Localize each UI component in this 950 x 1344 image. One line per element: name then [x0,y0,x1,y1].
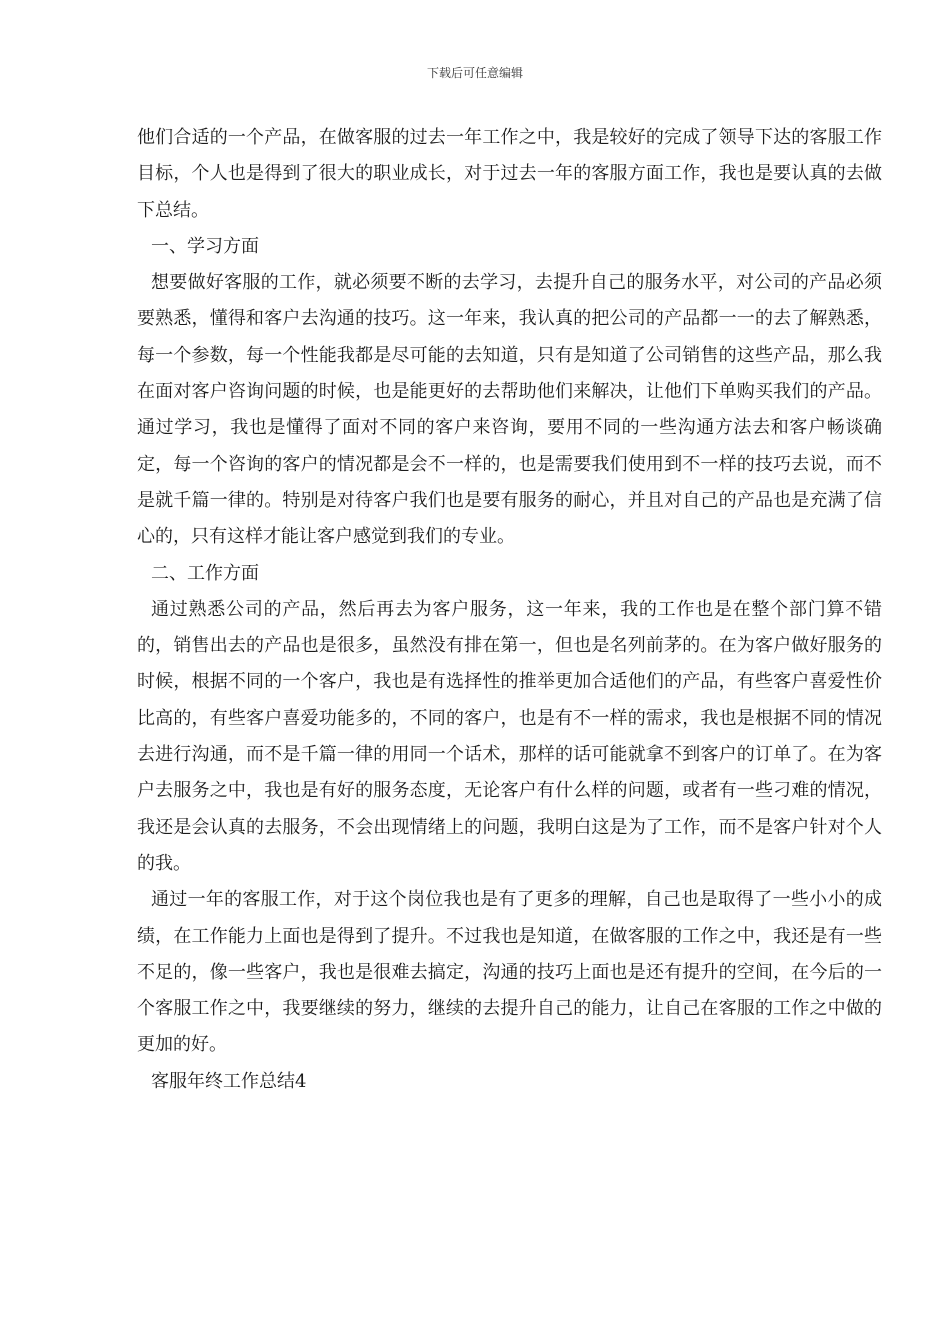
paragraph-study: 想要做好客服的工作，就必须要不断的去学习，去提升自己的服务水平，对公司的产品必须要熟悉，懂得和客户去沟通的技巧。这一年来，我认真的把公司的产品都一一的去了解熟悉，每一个参数，每一个性能我都是尽可能的去知道，只有是知道了公司销售的这些产品，那么我在面对客户咨询问题的时候，也是能更好的去帮助他们来解决，让他们下单购买我们的产品。通过学习，我也是懂得了面对不同的客户来咨询，要用不同的一些沟通方法去和客户畅谈确定，每一个咨询的客户的情况都是会不一样的，也是需要我们使用到不一样的技巧去说，而不是就千篇一律的。特别是对待客户我们也是要有服务的耐心，并且对自己的产品也是充满了信心的，只有这样才能让客户感觉到我们的专业。 [137,272,882,548]
next-section-title: 客服年终工作总结4 [151,1070,307,1092]
paragraph-work: 通过熟悉公司的产品，然后再去为客户服务，这一年来，我的工作也是在整个部门算不错的，销售出去的产品也是很多，虽然没有排在第一，但也是名列前茅的。在为客户做好服务的时候，根据不同的一个客户，我也是有选择性的推举更加合适他们的产品，有些客户喜爱性价比高的，有些客户喜爱功能多的，不同的客户，也是有不一样的需求，我也是根据不同的情况去进行沟通，而不是千篇一律的用同一个话术，那样的话可能就拿不到客户的订单了。在为客户去服务之中，我也是有好的服务态度，无论客户有什么样的问题，或者有一些刁难的情况，我还是会认真的去服务，不会出现情绪上的问题，我明白这是为了工作，而不是客户针对个人的我。 [137,598,882,874]
paragraph-reflection: 通过一年的客服工作，对于这个岗位我也是有了更多的理解，自己也是取得了一些小小的成绩，在工作能力上面也是得到了提升。不过我也是知道，在做客服的工作之中，我还是有一些不足的，像一些客户，我也是很难去搞定，沟通的技巧上面也是还有提升的空间，在今后的一个客服工作之中，我要继续的努力，继续的去提升自己的能力，让自己在客服的工作之中做的更加的好。 [137,889,882,1056]
page-header-note: 下载后可任意编辑 [426,66,523,80]
section-heading-work: 二、工作方面 [151,562,259,584]
document-body [137,120,882,1100]
section-heading-study: 一、学习方面 [151,235,259,257]
paragraph-intro: 他们合适的一个产品，在做客服的过去一年工作之中，我是较好的完成了领导下达的客服工作目标，个人也是得到了很大的职业成长，对于过去一年的客服方面工作，我也是要认真的去做下总结。 [137,127,882,221]
